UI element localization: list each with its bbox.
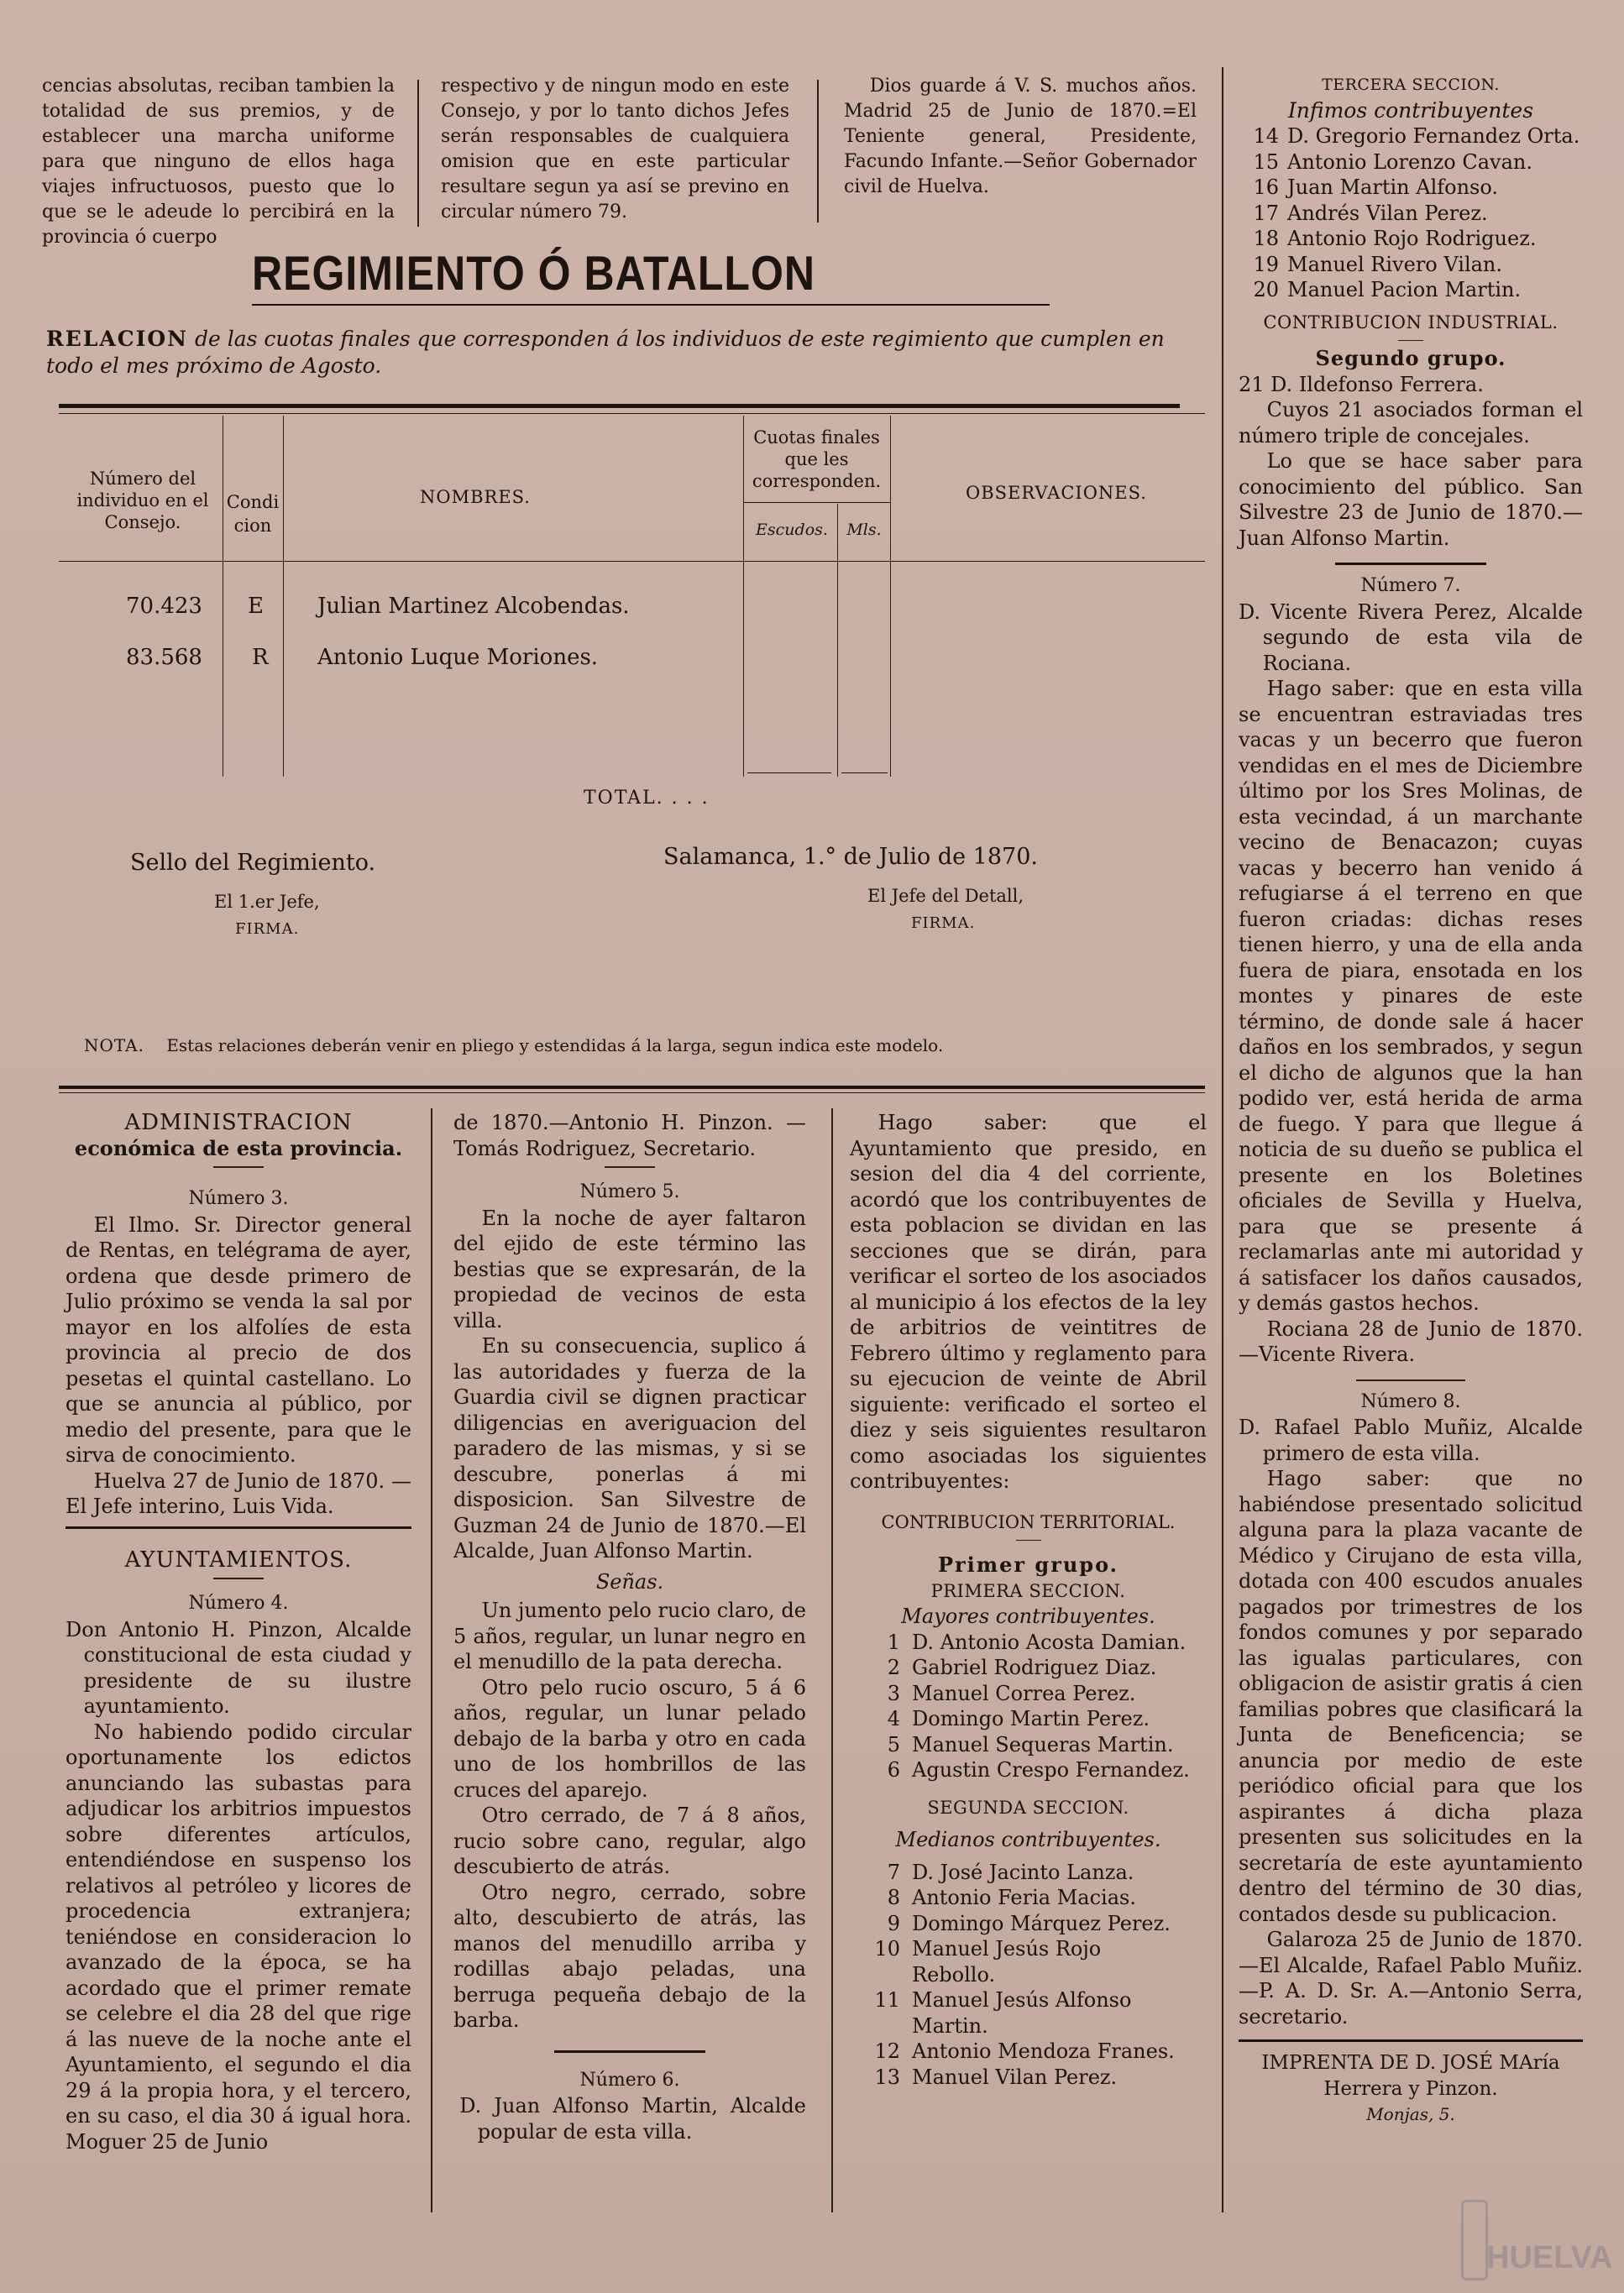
industrial-sep xyxy=(1398,340,1423,341)
medianos-list xyxy=(850,1860,1207,2091)
relacion-label: RELACION xyxy=(46,327,189,351)
list-item: 8 Antonio Feria Macias. xyxy=(887,1886,1136,1909)
table-vline-2 xyxy=(283,416,284,777)
ayunt-title: AYUNTAMIENTOS. xyxy=(124,1547,353,1573)
list-item: 16 Juan Martin Alfonso. xyxy=(1253,175,1499,199)
firma-2: FIRMA. xyxy=(911,914,976,932)
list-item: 20 Manuel Pacion Martin. xyxy=(1253,278,1522,301)
list-item: 17 Andrés Vilan Perez. xyxy=(1253,201,1488,225)
list-item: 12 Antonio Mendoza Franes. xyxy=(874,2039,1175,2063)
lower-col-2 xyxy=(453,1110,806,2144)
n4-intro: Don Antonio H. Pinzon, Alcalde constitucional de esta ciudad y presidente de su ilustre ayuntamiento. xyxy=(65,1617,411,1718)
n7-sign: Rociana 28 de Junio de 1870. —Vicente Rivera. xyxy=(1239,1317,1583,1366)
g2-p2: Lo que se hace saber para conocimiento del público. San Silvestre 23 de Junio de 1870.— Juan Alfonso Martin. xyxy=(1239,449,1583,550)
top-col-3-text: Dios guarde á V. S. muchos años. Madrid 25 de Junio de 1870.=El Teniente general, Presidente, Facundo Infante.—Señor Gobernador civil de Huelva. xyxy=(844,76,1197,197)
table-vline-5 xyxy=(890,416,891,777)
n7-text: Hago saber: que en esta villa se encuentran estraviadas tres vacas y un becerro que fueron vendidas en el mes de Diciembre último por los Sres Molinas, de esta vecindad, á un marchante vecino de Benacazon; cuyas vacas y becerro han venido á refugiarse á el terreno en que fueron criadas: dichas reses tienen hierro, y una de ella anda fuera de piara, ensotada en los montes y pinares de este término, de donde sale á hacer daños en los sembrados, y segun el dicho de algunos que la han podido ver, está herida de arma de fuego. Y para que llegue á noticia de su dueño se publica el presente en los Boletines oficiales de Sevilla y Huelva, para que se presente á reclamarlas ante mi autoridad y á satisfacer los daños causados, y demás gastos hechos. xyxy=(1239,677,1583,1315)
header-cuotas: Cuotas finales que les corresponden. xyxy=(752,427,882,491)
row2-numero: 83.568 xyxy=(126,645,202,670)
right-sep-1 xyxy=(1335,563,1486,565)
relacion-text: de las cuotas finales que corresponden á los individuos de este regimiento que cumplen en todo el mes próximo de Agosto. xyxy=(46,327,1165,378)
table-vline-4 xyxy=(837,504,838,777)
list-item: 9 Domingo Márquez Perez. xyxy=(887,1911,1171,1935)
list-item: 19 Manuel Rivero Vilan. xyxy=(1253,252,1503,276)
imprenta-address: Monjas, 5. xyxy=(1366,2104,1455,2124)
col-divider-2 xyxy=(831,1108,833,2212)
regimiento-title: REGIMIENTO Ó BATALLON xyxy=(252,246,815,301)
sena-1: Un jumento pelo rucio claro, de 5 años, regular, un lunar negro en el menudillo de la pata derecha. xyxy=(453,1599,806,1673)
table-header-rule xyxy=(59,561,1205,562)
right-col xyxy=(1239,72,1583,2128)
n6-title: Número 6. xyxy=(579,2069,680,2091)
right-sep-3 xyxy=(1239,2039,1583,2042)
n3-text: El Ilmo. Sr. Director general de Rentas, en telégrama de ayer, ordena que desde primero de Julio próximo se venda la sal por mayor en los alfolíes de esta provincia al precio de dos pesetas el quintal castellano. Lo que se anuncia al público, por medio del presente, para que le sirva de conocimiento. xyxy=(65,1212,411,1467)
firma-1: FIRMA. xyxy=(235,920,300,938)
list-item: 7 D. José Jacinto Lanza. xyxy=(887,1860,1134,1884)
grupo-1: Primer grupo. xyxy=(937,1552,1119,1577)
table-vline-3 xyxy=(743,416,744,777)
sello: Sello del Regimiento. xyxy=(130,850,376,876)
nota xyxy=(84,1035,943,1055)
watermark-text: HUELVA xyxy=(1486,2240,1613,2275)
table-top-rule xyxy=(59,404,1180,408)
list-item: 18 Antonio Rojo Rodriguez. xyxy=(1253,227,1537,250)
relacion-heading xyxy=(46,326,1205,380)
top-col-2 xyxy=(441,74,789,225)
contrib-sep xyxy=(1016,1540,1041,1541)
sena-4: Otro negro, cerrado, sobre alto, descubierto de atrás, las manos del menudillo arriba y rodillas abajo peladas, una berruga pequeña debajo de la barba. xyxy=(453,1880,806,2032)
section-divider-thin xyxy=(59,1092,1205,1093)
admin-sep xyxy=(213,1166,264,1168)
list-item: 10 Manuel Jesús Rojo Rebollo. xyxy=(874,1937,1102,1987)
n8-text: Hago saber: que no habiéndose presentado solicitud alguna para la plaza vacante de Médico y Cirujano de esta villa, dotada con 400 escudos anuales pagados por trimestres de los fondos comunes y por separado las igualas particulares, con obligacion de asistir gratis á cien familias pobres que clasificará la Junta de Beneficencia; se anuncia por medio de este periódico oficial para que los aspirantes á dicha plaza presenten sus solicitudes en la secretaría de este ayuntamiento dentro del término de 30 dias, contados desde su publicacion. xyxy=(1239,1467,1583,1926)
header-numero: Número del individuo en el Consejo. xyxy=(76,469,209,532)
list-item: 15 Antonio Lorenzo Cavan. xyxy=(1253,149,1532,174)
total-rule-mils xyxy=(841,772,888,773)
col-divider-3 xyxy=(1222,67,1223,2212)
row1-numero: 70.423 xyxy=(126,594,202,619)
watermark-shield-icon xyxy=(1461,2200,1488,2280)
header-condicion: Condicion xyxy=(226,492,280,536)
total-rule-escudos xyxy=(747,772,831,773)
top-col-2-text: respectivo y de ningun modo en este Consejo, y por lo tanto dichos Jefes serán responsables de cualquiera omision que en este particular resultare segun ya así se previno en circular número 79. xyxy=(441,76,789,222)
g2-p1: Cuyos 21 asociados forman el número triple de concejales. xyxy=(1239,398,1583,448)
list-item: 11 Manuel Jesús Alfonso Martin. xyxy=(874,1988,1132,2038)
infimos-title: Infimos contribuyentes xyxy=(1287,97,1534,123)
nota-label: NOTA. xyxy=(84,1035,144,1055)
jefe-1: El 1.er Jefe, xyxy=(214,892,320,912)
row2-nombre: Antonio Luque Moriones. xyxy=(317,645,599,670)
n3-title: Número 3. xyxy=(188,1188,289,1209)
contrib-title: CONTRIBUCION TERRITORIAL. xyxy=(881,1511,1176,1532)
list-item: 14 D. Gregorio Fernandez Orta. xyxy=(1253,124,1580,148)
row2-condicion: R xyxy=(252,645,269,670)
fecha-salamanca: Salamanca, 1.° de Julio de 1870. xyxy=(663,844,1038,870)
header-nombres: NOMBRES. xyxy=(420,487,531,507)
top-divider-2 xyxy=(817,80,819,222)
nota-text: Estas relaciones deberán venir en pliego y estendidas á la larga, segun indica este modelo. xyxy=(166,1035,944,1055)
list-item: 1 D. Antonio Acosta Damian. xyxy=(887,1630,1187,1654)
row1-condicion: E xyxy=(248,594,264,619)
sena-3: Otro cerrado, de 7 á 8 años, rucio sobre cano, regular, algo descubierto de atrás. xyxy=(453,1804,806,1878)
list-item: 3 Manuel Correa Perez. xyxy=(887,1681,1136,1705)
medianos-title: Medianos contribuyentes. xyxy=(895,1828,1161,1851)
n4-title: Número 4. xyxy=(188,1593,289,1614)
section-divider xyxy=(59,1086,1205,1089)
cuotas-sub-rule xyxy=(743,502,890,503)
table-top-thin-rule xyxy=(59,413,1205,414)
header-observaciones: OBSERVACIONES. xyxy=(966,483,1147,503)
list-item: 6 Agustin Crespo Fernandez. xyxy=(887,1758,1190,1782)
industrial-title: CONTRIBUCION INDUSTRIAL. xyxy=(1263,311,1559,332)
n8-intro: D. Rafael Pablo Muñiz, Alcalde primero de esta villa. xyxy=(1239,1416,1583,1465)
title-underline xyxy=(252,304,1050,306)
list-item: 4 Domingo Martin Perez. xyxy=(887,1707,1150,1730)
total-label: TOTAL. . . . xyxy=(584,788,710,809)
top-col-1 xyxy=(42,74,395,250)
n7-title: Número 7. xyxy=(1360,575,1461,596)
n4-end: de 1870.—Antonio H. Pinzon. —Tomás Rodriguez, Secretario. xyxy=(453,1111,806,1160)
jefe-2: El Jefe del Detall, xyxy=(867,886,1024,906)
top-divider-1 xyxy=(417,80,419,227)
n5-p1: En la noche de ayer faltaron del ejido de este término las bestias que se expresarán, de la propiedad de vecinos de esta villa. xyxy=(453,1206,806,1332)
sena-2: Otro pelo rucio oscuro, 5 á 6 años, regular, un lunar pelado debajo de la barba y otro en cada uno de los hombrillos de las cruces del aparejo. xyxy=(453,1675,806,1802)
ayunt-sep xyxy=(213,1578,264,1579)
imprenta: IMPRENTA DE D. JOSÉ MAría Herrera y Pinzon. xyxy=(1261,2052,1560,2100)
n3-sign: Huelva 27 de Junio de 1870. —El Jefe interino, Luis Vida. xyxy=(65,1468,411,1518)
list-item: 2 Gabriel Rodriguez Diaz. xyxy=(887,1656,1157,1679)
header-mils: Mls. xyxy=(846,521,882,539)
senas-title: Señas. xyxy=(595,1569,664,1594)
col-divider-1 xyxy=(431,1108,432,2212)
col3-p1: Hago saber: que el Ayuntamiento que presido, en sesion del dia 4 del corriente, acordó que los contribuyentes de esta poblacion se dividan en las secciones que se dirán, para verificar el sorteo de los asociados al municipio á los efectos de la ley de arbitrios de veintitres de Febrero último y reglamento para su ejecucion de veinte de Abril siguiente: verificado el sorteo el diez y seis siguientes resultaron como asociadas los siguientes contribuyentes: xyxy=(850,1111,1207,1493)
mayores-list xyxy=(850,1630,1207,1783)
list-item: 13 Manuel Vilan Perez. xyxy=(874,2065,1118,2089)
n8-title: Número 8. xyxy=(1360,1390,1461,1412)
archive-watermark xyxy=(1461,2200,1613,2284)
col2-sep-1 xyxy=(605,1166,655,1168)
top-col-3 xyxy=(844,74,1197,200)
mayores-title: Mayores contribuyentes. xyxy=(901,1605,1155,1628)
header-escudos: Escudos. xyxy=(756,521,828,539)
sec-1: PRIMERA SECCION. xyxy=(930,1580,1126,1601)
infimos-list xyxy=(1239,123,1583,303)
n6-text: D. Juan Alfonso Martin, Alcalde popular de esta villa. xyxy=(459,2094,806,2144)
g2-item: 21 D. Ildefonso Ferrera. xyxy=(1239,372,1484,396)
admin-title: ADMINISTRACION xyxy=(124,1110,353,1135)
list-item: 5 Manuel Sequeras Martin. xyxy=(887,1732,1174,1756)
lower-col-1 xyxy=(65,1110,411,2154)
sec-3: TERCERA SECCION. xyxy=(1322,76,1500,94)
col1-rule xyxy=(65,1526,411,1529)
top-col-1-text: cencias absolutas, reciban tambien la totalidad de sus premios, y de establecer una marcha uniforme para que ninguno de ellos haga viajes infructuosos, puesto que lo que se le adeude lo percibirá en la provincia ó cuerpo xyxy=(42,76,395,248)
lower-col-3 xyxy=(850,1110,1207,2090)
n5-p2: En su consecuencia, suplico á las autoridades y fuerza de la Guardia civil se dignen practicar diligencias en averiguacion del paradero de las mismas, y si se descubre, ponerlas á mi disposicion. San Silvestre de Guzman 24 de Junio de 1870.—El Alcalde, Juan Alfonso Martin. xyxy=(453,1334,806,1563)
col2-sep-2 xyxy=(554,2050,705,2053)
right-sep-2 xyxy=(1356,1379,1465,1381)
row1-nombre: Julian Martinez Alcobendas. xyxy=(317,594,630,619)
n8-sign: Galaroza 25 de Junio de 1870. —El Alcalde, Rafael Pablo Muñiz.—P. A. D. Sr. A.—Antonio Serra, secretario. xyxy=(1239,1928,1583,2029)
n7-intro: D. Vicente Rivera Perez, Alcalde segundo de esta vila de Rociana. xyxy=(1239,599,1583,675)
n5-title: Número 5. xyxy=(579,1181,680,1202)
grupo-2: Segundo grupo. xyxy=(1315,346,1506,370)
admin-subtitle: económica de esta provincia. xyxy=(74,1135,403,1160)
sec-2: SEGUNDA SECCION. xyxy=(927,1797,1129,1818)
n4-text: No habiendo podido circular oportunamente los edictos anunciando las subastas para adjudicar los arbitrios impuestos sobre diferentes artículos, entendiéndose en suspenso los relativos al petróleo y licores de procedencia extranjera; teniéndose en consideracion lo avanzado de la época, se ha acordado que el primer remate se celebre el dia 28 del que rige á las nueve de la noche ante el Ayuntamiento, el segundo el dia 29 á la propia hora, y el tercero, en su caso, el dia 30 á igual hora. Moguer 25 de Junio xyxy=(65,1720,411,2154)
